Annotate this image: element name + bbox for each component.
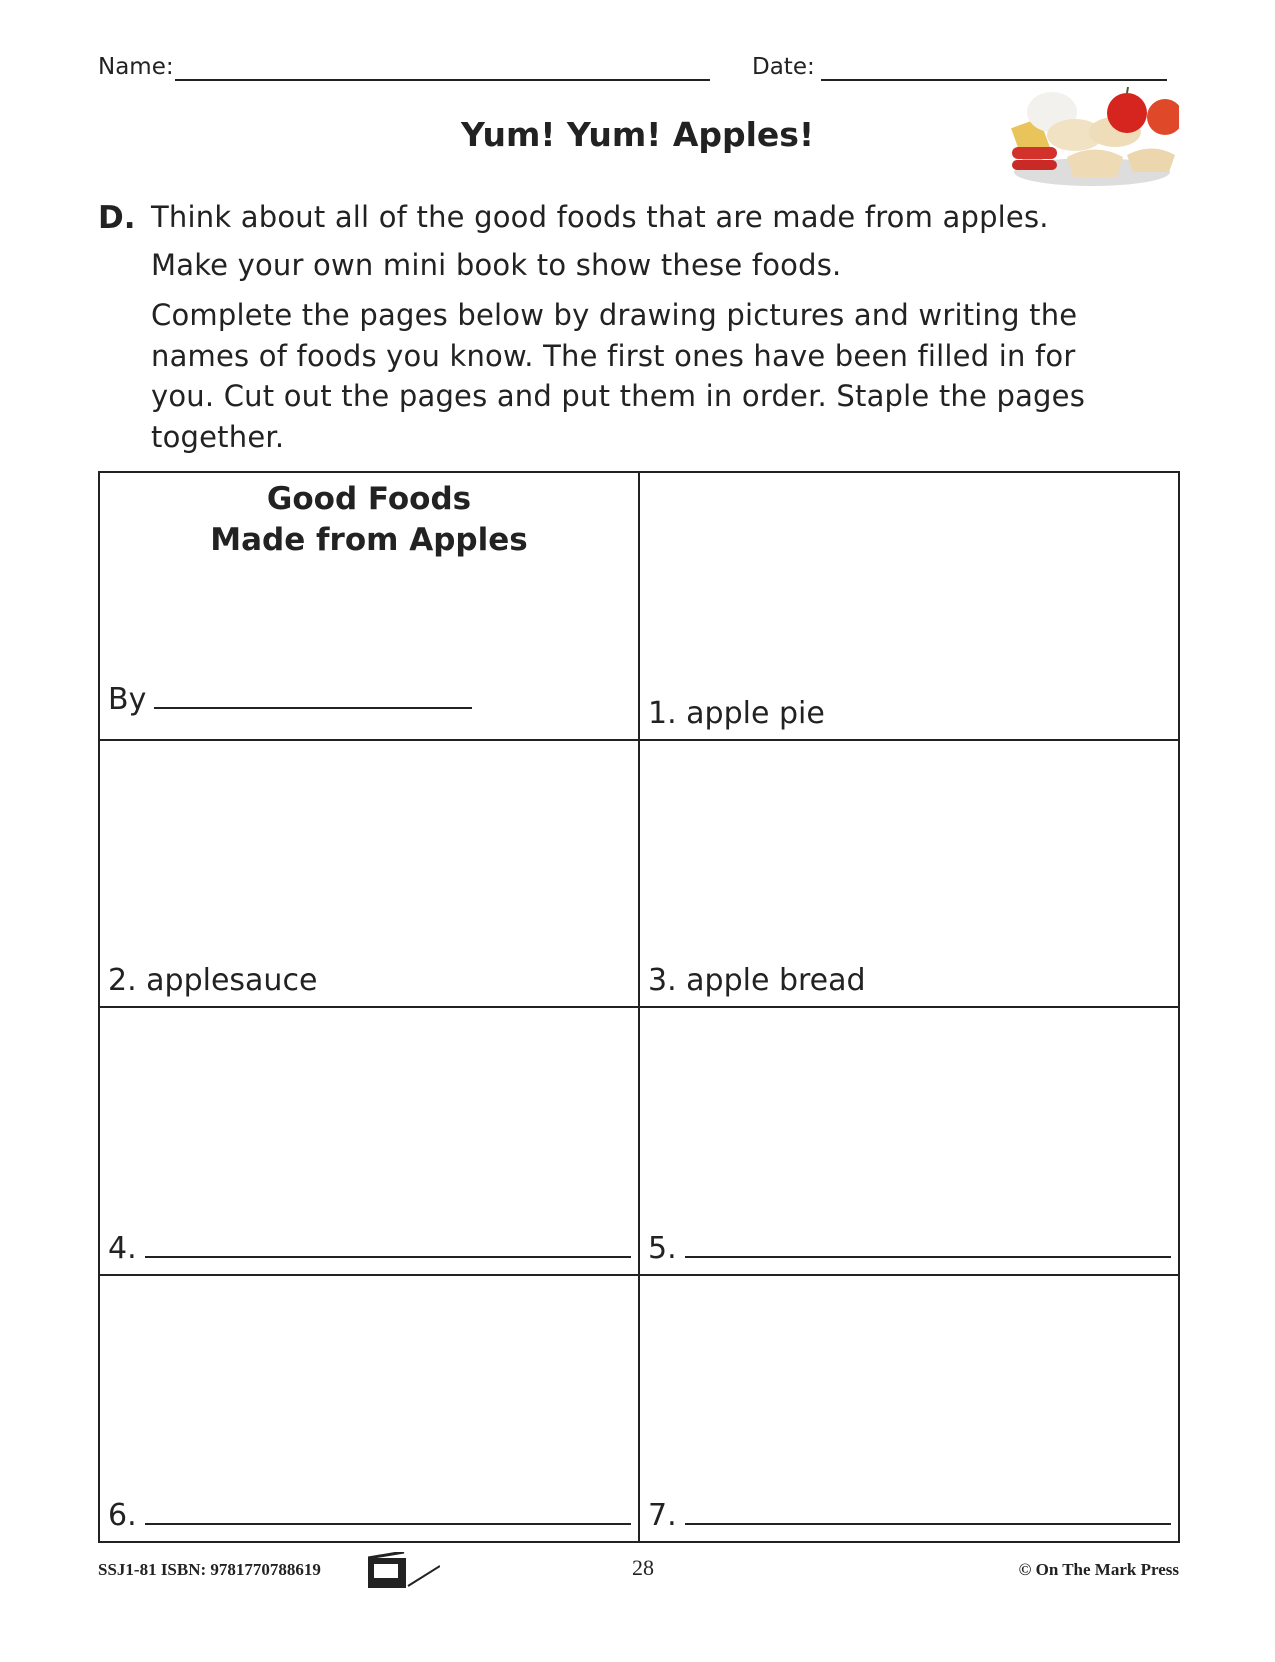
cover-title-line1: Good Foods bbox=[266, 481, 472, 517]
instruction-line: Complete the pages below by drawing pictures and writing the bbox=[151, 298, 1078, 332]
apple-pastries-image bbox=[997, 87, 1179, 191]
food-name-field-line[interactable] bbox=[145, 1256, 631, 1258]
page-caption: 3. apple bread bbox=[648, 963, 866, 998]
name-field-line[interactable] bbox=[175, 79, 710, 81]
by-label: By bbox=[108, 681, 147, 717]
page-number: 28 bbox=[632, 1555, 654, 1580]
page-number: 6. bbox=[108, 1498, 137, 1533]
food-name-field-line[interactable] bbox=[685, 1256, 1171, 1258]
food-name-field-line[interactable] bbox=[145, 1523, 631, 1525]
page-caption: 2. applesauce bbox=[108, 963, 318, 998]
instruction-line: together. bbox=[151, 420, 285, 454]
cover-page bbox=[99, 472, 639, 740]
book-page-7 bbox=[639, 1275, 1179, 1543]
instruction-line: you. Cut out the pages and put them in order. Staple the pages bbox=[151, 379, 1086, 413]
copier-icon bbox=[368, 1552, 440, 1588]
instruction-line: Make your own mini book to show these foods. bbox=[151, 248, 842, 282]
page-number: 4. bbox=[108, 1230, 137, 1266]
page-title: Yum! Yum! Apples! bbox=[461, 115, 814, 154]
page-caption: 1. apple pie bbox=[648, 695, 825, 731]
section-letter: D. bbox=[98, 200, 136, 236]
instruction-line: Think about all of the good foods that are made from apples. bbox=[151, 200, 1049, 234]
instruction-line: names of foods you know. The first ones have been filled in for bbox=[151, 339, 1076, 373]
food-name-field-line[interactable] bbox=[685, 1523, 1171, 1525]
footer-code: SSJ1-81 ISBN: 9781770788619 bbox=[98, 1560, 321, 1579]
copyright: © On The Mark Press bbox=[1018, 1560, 1179, 1579]
name-label: Name: bbox=[98, 54, 174, 80]
date-field-line[interactable] bbox=[821, 79, 1167, 81]
mini-book-grid bbox=[98, 471, 1180, 1543]
book-page-2 bbox=[99, 740, 639, 1008]
author-field-line[interactable] bbox=[154, 707, 472, 709]
book-page-3 bbox=[639, 740, 1179, 1008]
page-number: 7. bbox=[648, 1498, 677, 1533]
date-label: Date: bbox=[752, 54, 815, 80]
page-number: 5. bbox=[648, 1230, 677, 1266]
book-page-6 bbox=[99, 1275, 639, 1543]
cover-title-line2: Made from Apples bbox=[210, 522, 528, 558]
book-page-4 bbox=[99, 1007, 639, 1275]
book-page-1 bbox=[639, 472, 1179, 740]
book-page-5 bbox=[639, 1007, 1179, 1275]
